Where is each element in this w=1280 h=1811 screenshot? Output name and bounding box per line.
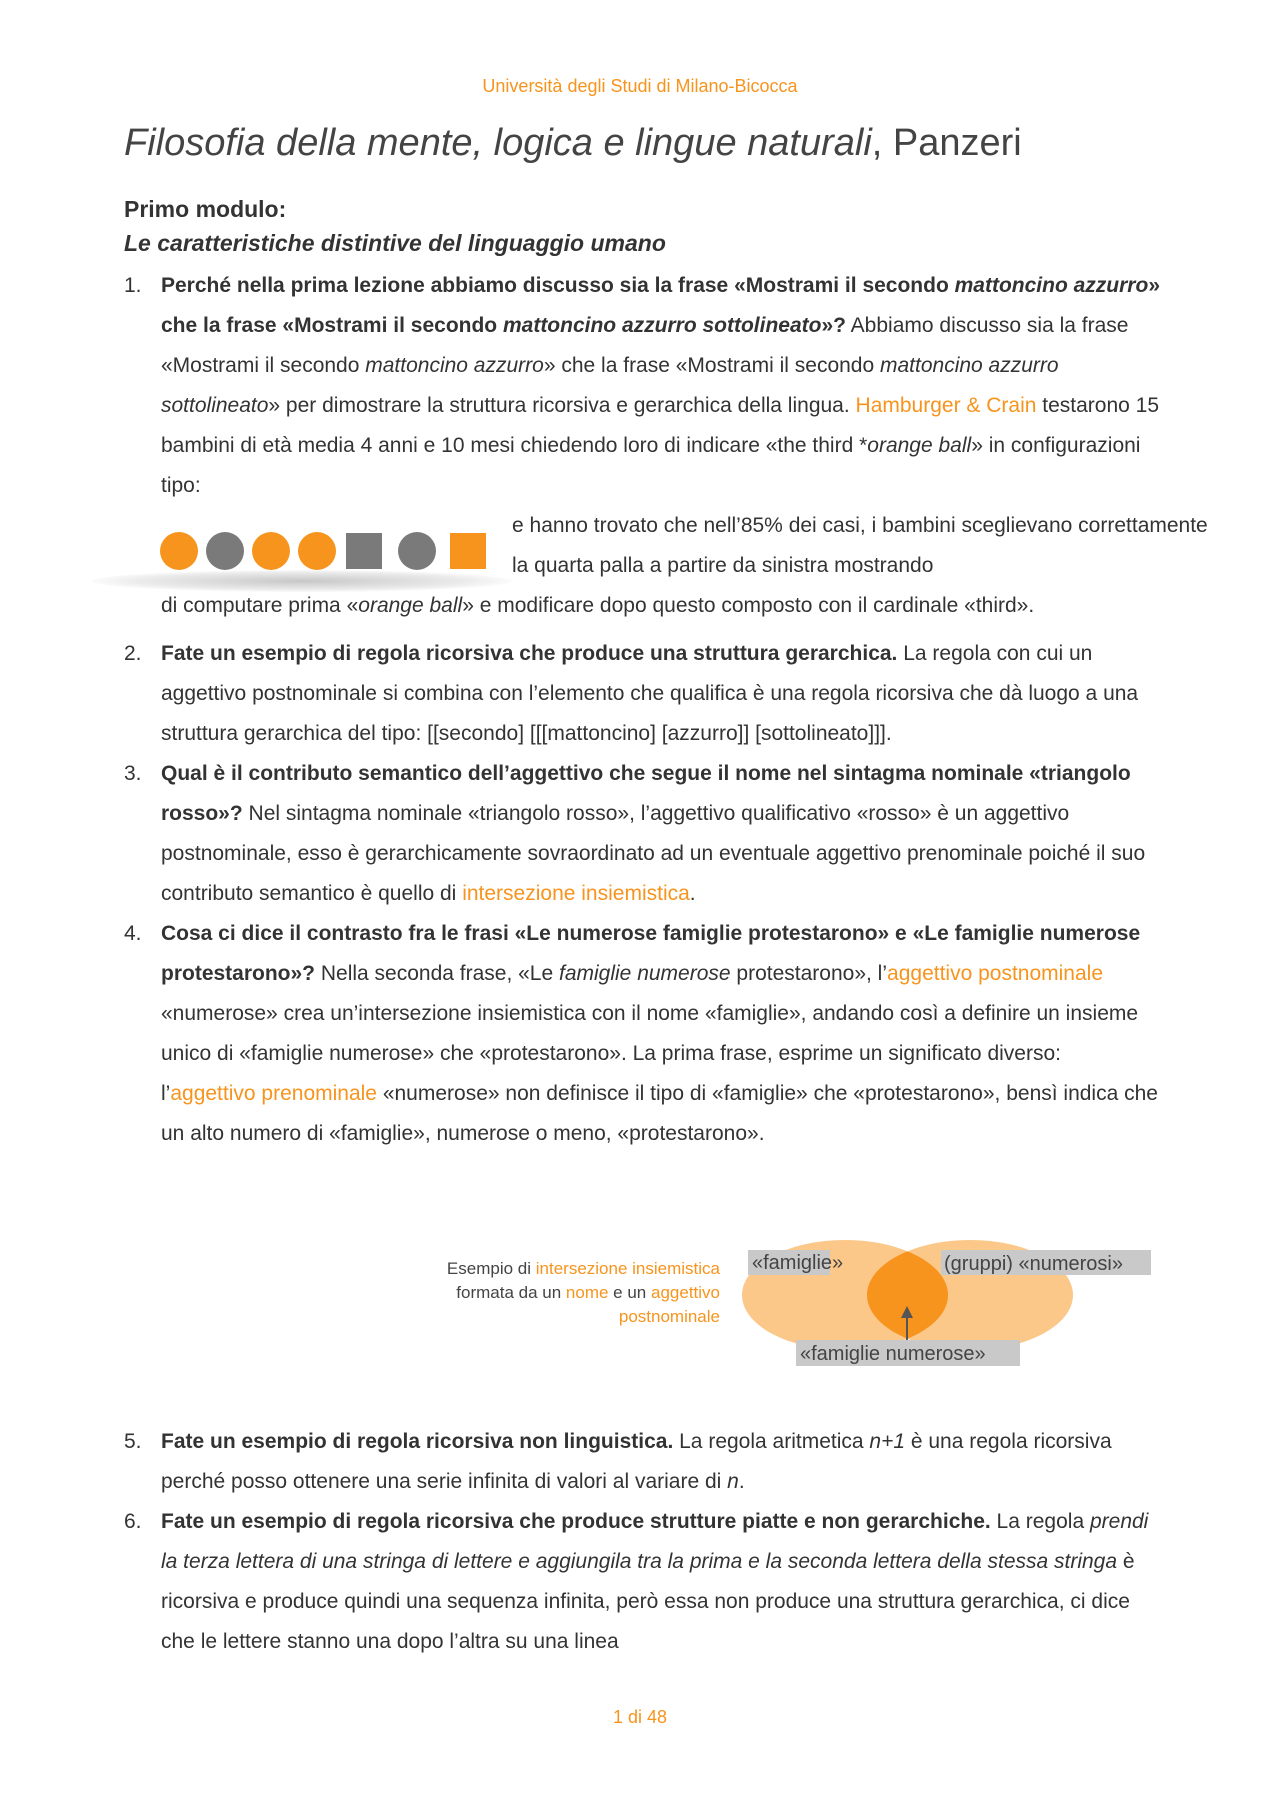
grey-circle [398,532,436,570]
answer-text: La regola con cui un aggettivo postnominale si combina con l’elemento che qualifica è una regola ricorsiva che dà luogo a una struttura gerarchica del tipo: [[secondo] [[[mattoncino] [azzurro]] [sottolineato]]]. [161,642,1139,745]
concept-link[interactable]: intersezione insiemistica [462,882,690,905]
grey-circle [206,532,244,570]
answer-text: Abbiamo discusso sia la frase «Mostrami il secondo mattoncino azzurro» che la frase «Mostrami il secondo mattoncino azzurro sottolineato» per dimostrare la struttura ricorsiva e gerarchica della lingua. Hamburger & Crain testarono 15 bambini di età media 4 anni e 10 mesi chiedendo loro di indicare «the third *orange ball» in configurazioni tipo: [161,314,1160,497]
answer-text-beside-figure: e hanno trovato che nell’85% dei casi, i bambini sceglievano correttamente la quarta palla a partire da sinistra mostrando [512,514,1208,577]
citation-link[interactable]: Hamburger & Crain [855,394,1037,417]
orange-circle [252,532,290,570]
venn-caption: Esempio di intersezione insiemistica formata da un nome e un aggettivo postnominale [446,1259,720,1326]
question-text: Fate un esempio di regola ricorsiva non linguistica. [161,1430,674,1453]
page-title: Filosofia della mente, logica e lingue naturali, Panzeri [124,122,1022,164]
venn-label-famiglie: «famiglie» [752,1252,844,1274]
orange-square [450,533,486,569]
question-text: Fate un esempio di regola ricorsiva che produce una struttura gerarchica. [161,642,898,665]
question-text: Cosa ci dice il contrasto fra le frasi «Le numerose famiglie protestarono» e «Le famiglie numerose protestarono»? [161,922,1141,985]
question-item-4: 4. Cosa ci dice il contrasto fra le frasi «Le numerose famiglie protestarono» e «Le famiglie numerose protestarono»? Nella seconda frase, «Le famiglie numerose protestarono», l’aggettivo postnominale «numerose» crea un’intersezione insiemistica con il nome «famiglie», andando così a definire un insieme unico di «famiglie numerose» che «protestarono». La prima frase, esprime un significato diverso: l’aggettivo prenominale «numerose» non definisce il tipo di «famiglie» che «protestarono», bensì indica che un alto numero di «famiglie», numerose o meno, «protestarono». [124,922,1158,1145]
concept-link[interactable]: aggettivo prenominale [170,1082,377,1105]
grey-square [346,533,382,569]
question-text: Fate un esempio di regola ricorsiva che produce strutture piatte e non gerarchiche. [161,1510,991,1533]
question-item-1: 1. Perché nella prima lezione abbiamo discusso sia la frase «Mostrami il secondo mattoncino azzurro» che la frase «Mostrami il secondo mattoncino azzurro sottolineato»? Abbiamo discusso sia la frase «Mostrami il secondo mattoncino azzurro» che la frase «Mostrami il secondo mattoncino azzurro sottolineato» per dimostrare la struttura ricorsiva e gerarchica della lingua. Hamburger & Crain testarono 15 bambini di età media 4 anni e 10 mesi chiedendo loro di indicare «the third *orange ball» in configurazioni tipo: e hanno trovato che nell’85% dei casi, i bambini sceglievano correttamente la quarta palla a partire da sinistra mostrando di computare prima «orange ball» e modificare dopo questo composto con il cardinale «third». [124,266,1160,626]
venn-diagram [740,1240,1160,1370]
orange-circle [160,532,198,570]
question-item-6: 6. Fate un esempio di regola ricorsiva che produce strutture piatte e non gerarchiche. La regola prendi la terza lettera di una stringa di lettere e aggiungila tra la prima e la seconda lettera della stessa stringa è ricorsiva e produce quindi una sequenza infinita, però essa non produce una struttura gerarchica, ci dice che le lettere stanno una dopo l’altra su una linea [124,1510,1149,1653]
page-header: Università degli Studi di Milano-Bicocca [482,76,798,96]
answer-text: Nella seconda frase, «Le famiglie numerose protestarono», l’aggettivo postnominale «numerose» crea un’intersezione insiemistica con il nome «famiglie», andando così a definire un insieme unico di «famiglie numerose» che «protestarono». La prima frase, esprime un significato diverso: l’aggettivo prenominale «numerose» non definisce il tipo di «famiglie» che «protestarono», bensì indica che un alto numero di «famiglie», numerose o meno, «protestarono». [161,962,1158,1145]
professor-name: Panzeri [892,122,1022,164]
answer-text: La regola prendi la terza lettera di una stringa di lettere e aggiungila tra la prima e la seconda lettera della stessa stringa è ricorsiva e produce quindi una sequenza infinita, però essa non produce una struttura gerarchica, ci dice che le lettere stanno una dopo l’altra su una linea [161,1510,1149,1653]
question-text: Perché nella prima lezione abbiamo discusso sia la frase «Mostrami il secondo mattoncino azzurro» che la frase «Mostrami il secondo mattoncino azzurro sottolineato»? [161,274,1160,337]
ball-configuration-figure [92,522,512,612]
question-item-5: 5. Fate un esempio di regola ricorsiva non linguistica. La regola aritmetica n+1 è una regola ricorsiva perché posso ottenere una serie infinita di valori al variare di n. [124,1430,1112,1493]
venn-label-famiglie-numerose: «famiglie numerose» [800,1343,986,1365]
question-item-3: 3. Qual è il contributo semantico dell’aggettivo che segue il nome nel sintagma nominale «triangolo rosso»? Nel sintagma nominale «triangolo rosso», l’aggettivo qualificativo «rosso» è un aggettivo postnominale, esso è gerarchicamente sovraordinato ad un eventuale aggettivo prenominale poiché il suo contributo semantico è quello di intersezione insiemistica. [124,762,1146,905]
page-number: 1 di 48 [612,1707,668,1727]
concept-link[interactable]: aggettivo postnominale [887,962,1104,985]
question-text: Qual è il contributo semantico dell’aggettivo che segue il nome nel sintagma nominale «triangolo rosso»? [161,762,1131,825]
orange-circle [298,532,336,570]
answer-text: La regola aritmetica n+1 è una regola ricorsiva perché posso ottenere una serie infinita di valori al variare di n. [161,1430,1112,1493]
figure-shadow [92,570,512,592]
course-title: Filosofia della mente, logica e lingue naturali [124,122,872,164]
answer-text-tail: di computare prima «orange ball» e modificare dopo questo composto con il cardinale «third». [161,594,1035,617]
question-item-2: 2. Fate un esempio di regola ricorsiva che produce una struttura gerarchica. La regola con cui un aggettivo postnominale si combina con l’elemento che qualifica è una regola ricorsiva che dà luogo a una struttura gerarchica del tipo: [[secondo] [[[mattoncino] [azzurro]] [sottolineato]]]. [124,642,1139,745]
answer-text: Nel sintagma nominale «triangolo rosso», l’aggettivo qualificativo «rosso» è un aggettivo postnominale, esso è gerarchicamente sovraordinato ad un eventuale aggettivo prenominale poiché il suo contributo semantico è quello di intersezione insiemistica. [161,802,1146,905]
venn-label-numerosi: (gruppi) «numerosi» [944,1253,1123,1275]
question-list [124,634,1160,1154]
module-subtitle: Le caratteristiche distintive del linguaggio umano [124,230,666,256]
question-list [124,1422,1160,1662]
module-label: Primo modulo: [124,196,287,222]
